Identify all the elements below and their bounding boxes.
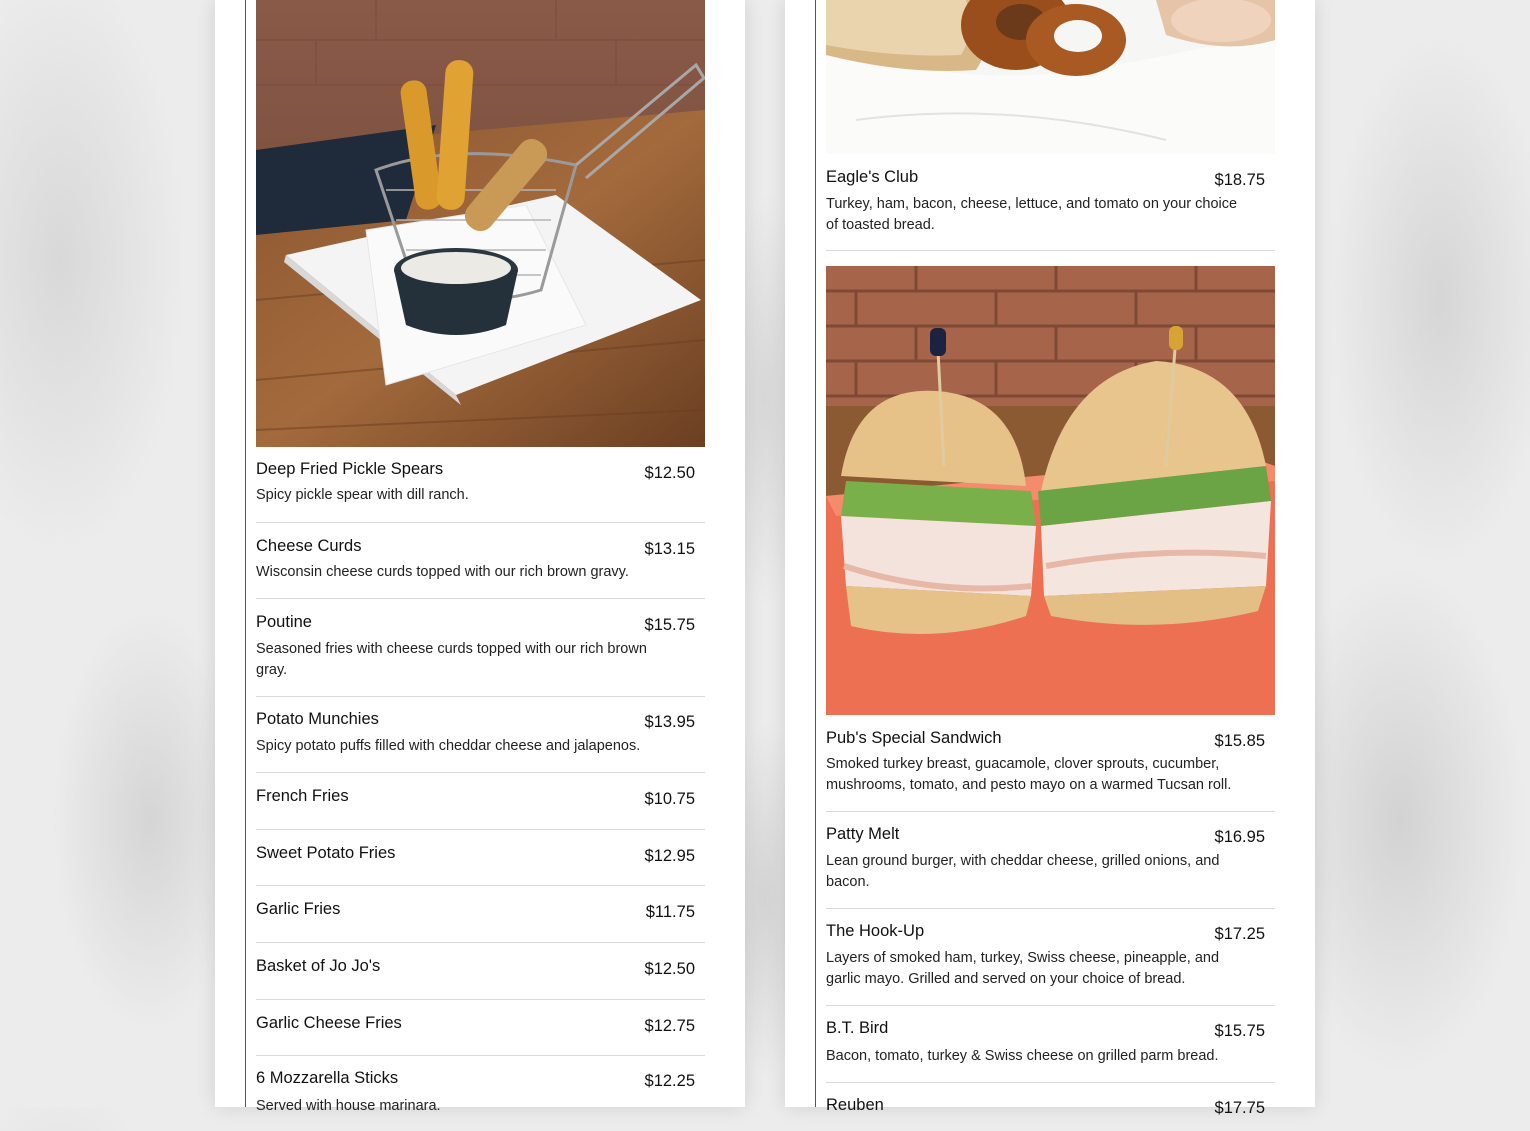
item-price: $13.95 — [644, 713, 695, 731]
menu-item[interactable] — [826, 909, 1275, 1006]
item-name: Reuben — [826, 1096, 884, 1114]
item-price: $13.15 — [644, 540, 695, 558]
onion-rings-photo — [826, 0, 1275, 154]
menu-column-sandwiches — [826, 0, 1275, 1123]
item-name: B.T. Bird — [826, 1019, 889, 1037]
item-name: Poutine — [256, 613, 312, 631]
panel-divider-line — [815, 0, 816, 1107]
menu-item[interactable] — [826, 715, 1275, 812]
item-price: $18.75 — [1214, 171, 1265, 189]
panel-divider-line — [245, 0, 246, 1107]
item-description: Spicy pickle spear with dill ranch. — [256, 487, 469, 503]
menu-item[interactable] — [826, 1006, 1275, 1083]
pickle-spears-photo — [256, 0, 705, 447]
menu-item[interactable] — [256, 697, 705, 773]
item-price: $17.25 — [1214, 925, 1265, 943]
item-name: The Hook-Up — [826, 922, 925, 940]
item-name: Eagle's Club — [826, 168, 919, 186]
item-name: Garlic Fries — [256, 900, 341, 918]
item-name: Patty Melt — [826, 825, 900, 843]
item-name: French Fries — [256, 787, 349, 805]
item-price: $15.85 — [1214, 732, 1265, 750]
item-price: $17.75 — [1214, 1099, 1265, 1117]
item-name: Potato Munchies — [256, 710, 379, 728]
menu-item[interactable] — [256, 1056, 705, 1131]
item-description: Smoked turkey breast, guacamole, clover sprouts, cucumber, mushrooms, tomato, and pesto mayo on a warmed Tucsan roll. — [826, 756, 1232, 793]
item-price: $12.25 — [644, 1072, 695, 1090]
menu-item[interactable] — [256, 943, 705, 1000]
menu-item[interactable] — [256, 773, 705, 830]
item-price: $15.75 — [644, 616, 695, 634]
item-price: $16.95 — [1214, 828, 1265, 846]
item-price: $12.95 — [644, 847, 695, 865]
item-description: Lean ground burger, with cheddar cheese, grilled onions, and bacon. — [826, 853, 1220, 890]
menu-item[interactable] — [256, 447, 705, 523]
item-name: Deep Fried Pickle Spears — [256, 460, 444, 478]
item-description: Spicy potato puffs filled with cheddar cheese and jalapenos. — [256, 738, 641, 754]
item-name: 6 Mozzarella Sticks — [256, 1069, 399, 1087]
item-description: Bacon, tomato, turkey & Swiss cheese on grilled parm bread. — [826, 1048, 1219, 1064]
menu-item[interactable] — [256, 830, 705, 886]
menu-item[interactable] — [256, 1000, 705, 1056]
item-description: Wisconsin cheese curds topped with our rich brown gravy. — [256, 564, 629, 580]
menu-item[interactable] — [826, 812, 1275, 909]
item-description: Turkey, ham, bacon, cheese, lettuce, and tomato on your choice of toasted bread. — [826, 196, 1238, 233]
item-description: Layers of smoked ham, turkey, Swiss cheese, pineapple, and garlic mayo. Grilled and served on your choice of bread. — [826, 950, 1220, 987]
item-name: Sweet Potato Fries — [256, 844, 396, 862]
menu-item[interactable] — [256, 599, 705, 697]
pubs-special-sandwich-photo — [826, 266, 1275, 715]
menu-item[interactable] — [826, 154, 1275, 251]
item-name: Pub's Special Sandwich — [826, 729, 1002, 747]
item-description: Seasoned fries with cheese curds topped with our rich brown gray. — [256, 641, 647, 678]
menu-column-appetizers — [256, 0, 705, 1131]
item-name: Basket of Jo Jo's — [256, 957, 381, 975]
item-price: $10.75 — [644, 790, 695, 808]
item-price: $12.50 — [644, 464, 695, 482]
item-price: $15.75 — [1214, 1022, 1265, 1040]
menu-item[interactable] — [256, 886, 705, 943]
item-name: Garlic Cheese Fries — [256, 1014, 402, 1032]
menu-panel-right — [785, 0, 1315, 1117]
menu-item[interactable] — [256, 523, 705, 599]
item-name: Cheese Curds — [256, 537, 362, 555]
item-price: $12.75 — [644, 1017, 695, 1035]
menu-item[interactable] — [826, 1083, 1275, 1123]
menu-panel-left — [215, 0, 745, 1114]
item-price: $12.50 — [644, 960, 695, 978]
item-description: Served with house marinara. — [256, 1098, 441, 1114]
item-price: $11.75 — [645, 903, 695, 921]
